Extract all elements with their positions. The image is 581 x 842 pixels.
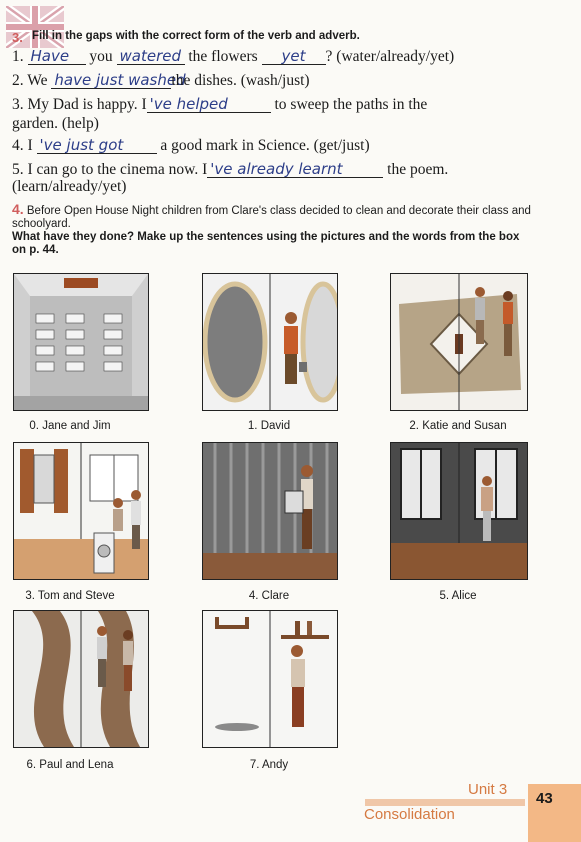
exercise-line-5: 5. I can go to the cinema now. I 've already learnt the poem. xyxy=(12,160,449,178)
picture-flowerbeds xyxy=(202,273,338,411)
caption: 4. Clare xyxy=(248,590,290,602)
caption: 6. Paul and Lena xyxy=(26,759,114,771)
picture-classroom xyxy=(13,273,149,411)
caption: 0. Jane and Jim xyxy=(29,420,111,432)
picture-windows xyxy=(390,442,528,580)
task-instruction: Fill in the gaps with the correct form of the verb and adverb. xyxy=(32,30,360,42)
exercise-line-2: 2. We have just washedthe dishes. (wash/just) xyxy=(12,71,310,89)
exercise-line-3-cont: garden. (help) xyxy=(12,115,99,132)
section-label: Consolidation xyxy=(364,806,455,823)
picture-laundry-room xyxy=(13,442,149,580)
caption: 1. David xyxy=(247,420,291,432)
task-4-text xyxy=(12,203,532,257)
answer-gap: watered xyxy=(117,49,185,65)
task-intro: Before Open House Night children from Clare's class decided to clean and decorate their class and schoolyard. xyxy=(12,205,531,230)
picture-paths xyxy=(13,610,149,748)
task-question: What have they done? Make up the sentences using the pictures and the words from the box on p. 44. xyxy=(12,231,520,256)
unit-label: Unit 3 xyxy=(468,781,508,798)
footer-divider xyxy=(365,799,525,806)
caption: 5. Alice xyxy=(439,590,477,602)
picture-wallpaper xyxy=(202,442,338,580)
exercise-line-4: 4. I 've just got a good mark in Science. (get/just) xyxy=(12,136,370,154)
answer-gap: yet xyxy=(262,49,326,65)
answer-gap: 've already learnt xyxy=(207,162,383,178)
caption: 3. Tom and Steve xyxy=(25,590,115,602)
task-number: 4. xyxy=(12,201,24,217)
exercise-line-3: 3. My Dad is happy. I 've helped to sweep the paths in the xyxy=(12,95,428,113)
page-number: 43 xyxy=(536,790,553,807)
task-number: 3. xyxy=(12,30,23,45)
caption: 2. Katie and Susan xyxy=(409,420,507,432)
exercise-line-1: 1. Have you watered the flowers yet ? (water/already/yet) xyxy=(12,47,455,65)
answer-gap: 've helped xyxy=(147,97,271,113)
picture-carpet xyxy=(390,273,528,411)
answer-gap: Have xyxy=(28,49,86,65)
caption: 7. Andy xyxy=(249,759,289,771)
answer-gap: have just washed xyxy=(51,73,171,89)
picture-shelf xyxy=(202,610,338,748)
exercise-line-5-cont: (learn/already/yet) xyxy=(12,178,127,195)
answer-gap: 've just got xyxy=(37,138,157,154)
